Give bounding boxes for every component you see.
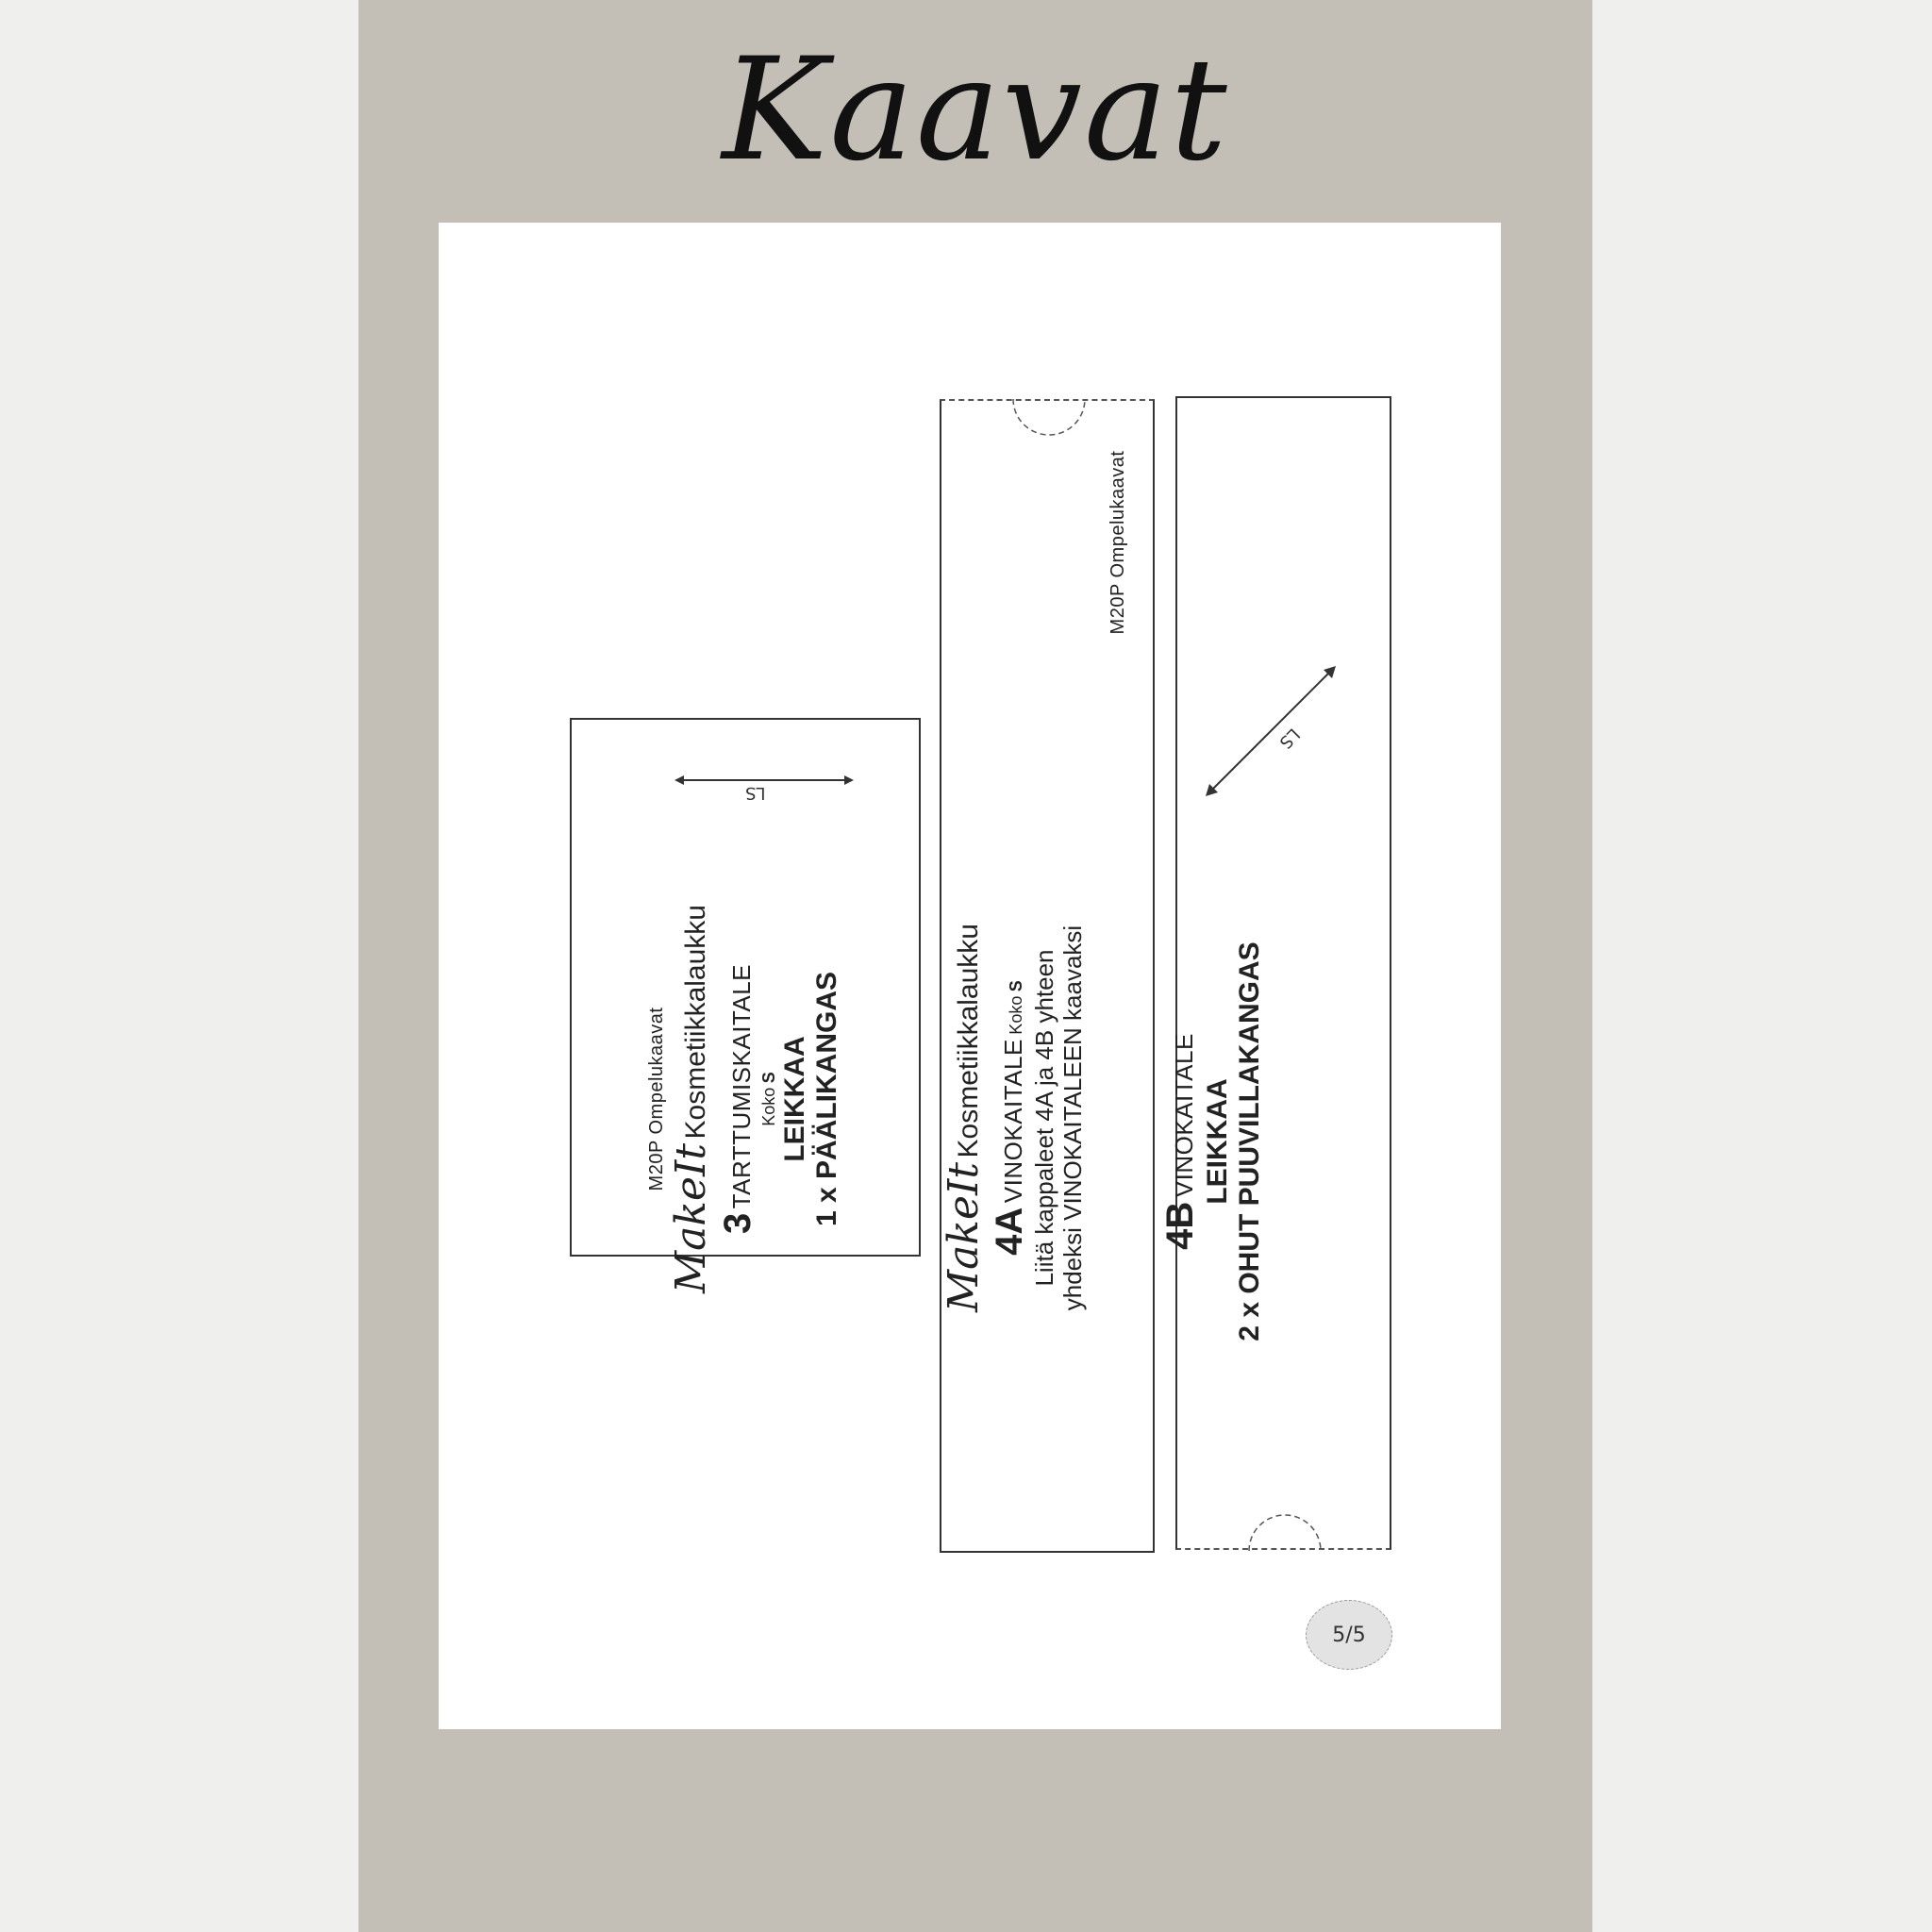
piece-name: VINOKAITALE <box>1169 1033 1198 1198</box>
size-value: S <box>1007 980 1026 992</box>
product-name: Kosmetiikkalaukku <box>952 924 984 1158</box>
product-name: Kosmetiikkalaukku <box>680 905 711 1140</box>
join-note-line-2: yhdeksi VINOKAITALEEN kaavaksi <box>1058 924 1088 1311</box>
cut-instruction: 2 x OHUT PUUVILLAKANGAS <box>1234 941 1265 1341</box>
size-label: Koko <box>1007 995 1026 1035</box>
piece-4a-label <box>910 915 1118 1321</box>
grainline-label: LS <box>1274 724 1304 753</box>
piece-name: VINOKAITALE <box>999 1039 1028 1204</box>
cut-label: LEIKKAA <box>1201 1078 1233 1205</box>
brand-logo: MakeIt <box>667 1142 715 1293</box>
series-label: M20P Ompelukaavat <box>646 1007 667 1191</box>
size-label: Koko <box>758 1087 778 1126</box>
piece-number: 4A <box>989 1207 1031 1256</box>
piece-number: 4B <box>1158 1201 1201 1250</box>
piece-3-label <box>632 816 858 1382</box>
grainline-label: LS <box>745 783 766 803</box>
piece-number: 3 <box>716 1212 758 1235</box>
page-number-badge: 5/5 <box>1306 1600 1392 1670</box>
cut-instruction: 1 x PÄÄLIKANGAS <box>811 971 843 1227</box>
size-value: S <box>758 1072 778 1084</box>
cut-label: LEIKKAA <box>778 1036 810 1162</box>
join-note-line-1: Liitä kappaleet 4A ja 4B yhteen <box>1030 949 1059 1287</box>
piece-name: TARTTUMISKAITALE <box>726 963 756 1209</box>
grainline-arrow-icon <box>1206 666 1336 796</box>
page-title: Kaavat <box>722 28 1229 192</box>
fold-notch-icon <box>1011 397 1087 439</box>
brand-logo: MakeIt <box>939 1161 988 1312</box>
fold-notch-icon <box>1247 1511 1323 1553</box>
piece-4b-label <box>1146 929 1278 1354</box>
piece-4a-series: M20P Ompelukaavat <box>1107 450 1128 635</box>
